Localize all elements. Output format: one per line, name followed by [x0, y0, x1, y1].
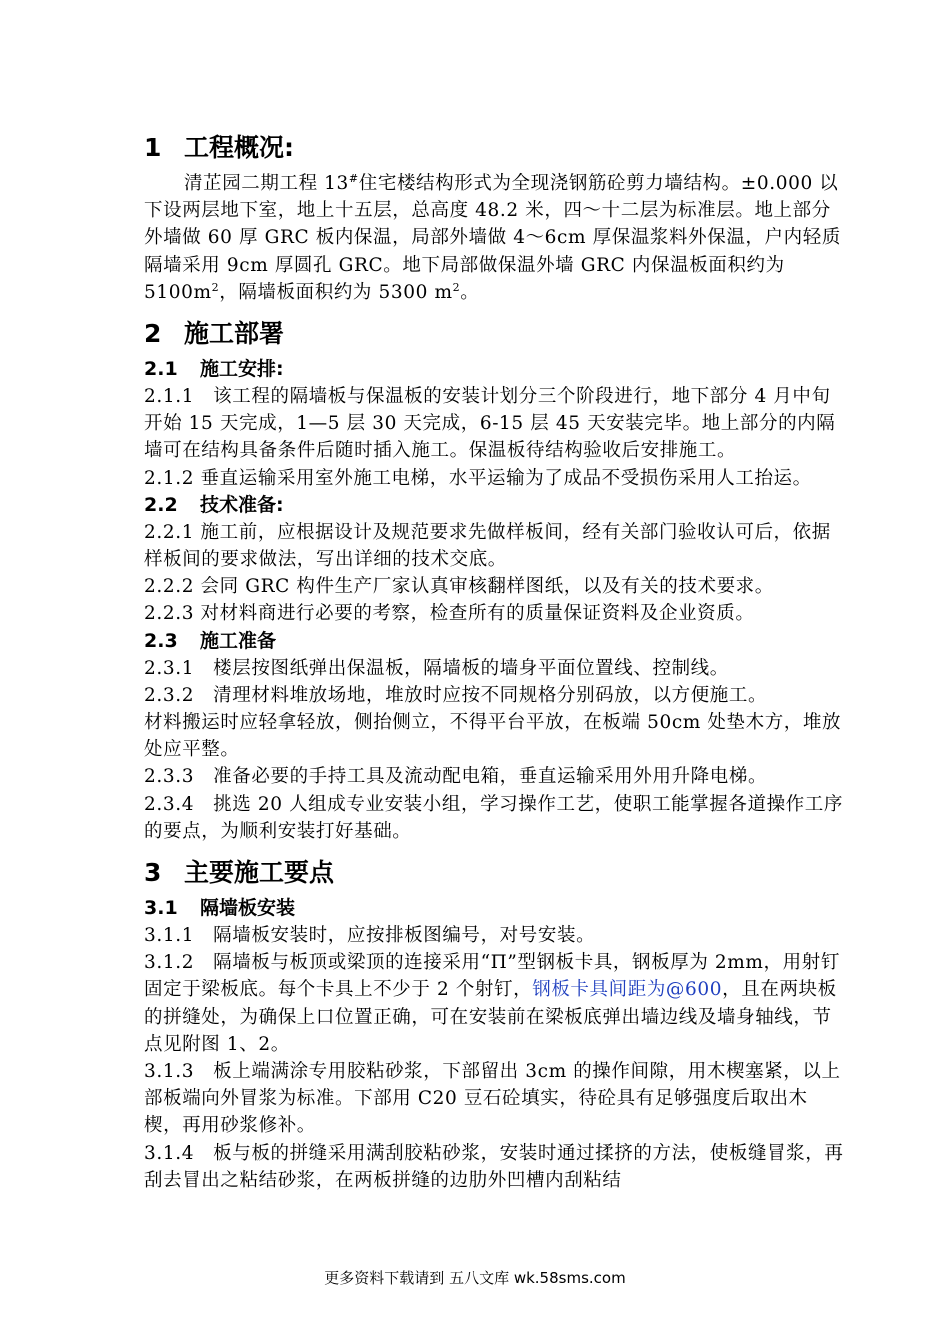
superscript: 2 [211, 280, 220, 294]
superscript: # [348, 171, 359, 185]
section-3-heading [144, 855, 844, 891]
paragraph-3-1-3: 3.1.3 板上端满涂专用胶粘砂浆，下部留出 3cm 的操作间隙，用木楔塞紧，以上部板端向外冒浆为标准。下部用 C20 豆石砼填实，待砼具有足够强度后取出木楔，再用砂浆修补。 [144, 1061, 841, 1137]
paragraph-2-3-4: 2.3.4 挑选 20 人组成专业安装小组，学习操作工艺，使职工能掌握各道操作工序的要点，为顺利安装打好基础。 [144, 793, 843, 842]
subsection-2-3-heading [144, 628, 844, 655]
document-page [144, 130, 844, 1194]
subsection-3-1-heading [144, 895, 844, 922]
section-1-heading [144, 130, 844, 166]
paragraph-3-1-1: 3.1.1 隔墙板安装时，应按排板图编号，对号安装。 [144, 925, 596, 947]
paragraph-2-2-3: 2.2.3 对材料商进行必要的考察，检查所有的质量保证资料及企业资质。 [144, 603, 755, 625]
subsection-title: 施工准备 [200, 629, 277, 652]
text-run: 住宅楼结构形式为全现浇钢筋砼剪力墙结构。±0.000 以下设两层地下室，地上十五层，总高度 48.2 米，四～十二层为标准层。地上部分外墙做 60 厚 GRC 板内保温，局部外墙做 4～6cm 厚保温浆料外保温，户内轻质隔墙采用 9cm 厚圆孔 GRC。地下局部做保温外墙 GRC 内保温板面积约为 5100m [144, 173, 841, 303]
section-number: 3 [144, 858, 162, 888]
subsection-number: 2.3 [144, 629, 178, 652]
paragraph-2-3-1: 2.3.1 楼层按图纸弹出保温板，隔墙板的墙身平面位置线、控制线。 [144, 657, 729, 679]
subsection-2-2-heading [144, 492, 844, 519]
text-run: 3.1.2 隔墙板与板顶或梁顶的连接采用“Π”型钢板卡具，钢板厚为 2mm，用射钉固定于梁板底。每个卡具上不少于 2 个射钉， [144, 952, 840, 1001]
section-title: 主要施工要点 [184, 858, 335, 888]
paragraph-2-2-2: 2.2.2 会同 GRC 构件生产厂家认真审核翻样图纸，以及有关的技术要求。 [144, 576, 774, 598]
subsection-2-1-heading [144, 356, 844, 383]
paragraph-2-3-2: 2.3.2 清理材料堆放场地，堆放时应按不同规格分别码放，以方便施工。 [144, 684, 768, 706]
page-footer: 更多资料下载请到 五八文库 wk.58sms.com [324, 1269, 626, 1287]
text-run: ，且在两块板的拼缝处，为确保上口位置正确，可在安装前在梁板底弹出墙边线及墙身轴线，节点见附图 1、2。 [144, 979, 837, 1055]
subsection-number: 2.2 [144, 493, 178, 516]
subsection-title: 隔墙板安装 [200, 897, 296, 920]
subsection-title: 技术准备: [200, 493, 284, 516]
subsection-number: 3.1 [144, 897, 178, 920]
paragraph-2-2-1: 2.2.1 施工前，应根据设计及规范要求先做样板间，经有关部门验收认可后，依据样板间的要求做法，写出详细的技术交底。 [144, 521, 831, 571]
subsection-number: 2.1 [144, 358, 178, 381]
paragraph-2-3-2-cont: 材料搬运时应轻拿轻放，侧抬侧立，不得平台平放，在板端 50cm 处垫木方，堆放处应平整。 [144, 712, 842, 761]
subsection-title: 施工安排: [200, 358, 284, 381]
section-number: 2 [144, 319, 162, 349]
paragraph-2-1-1: 2.1.1 该工程的隔墙板与保温板的安装计划分三个阶段进行，地下部分 4 月中旬开始 15 天完成，1—5 层 30 天完成，6-15 层 45 天安装完毕。地上部分的内隔墙可在结构具备条件后随时插入施工。保温板待结构验收后安排施工。 [144, 386, 836, 462]
paragraph-3-1-2 [144, 949, 844, 1058]
text-run: ，隔墙板面积约为 5300 m [219, 281, 453, 303]
section-title: 工程概况: [184, 133, 294, 162]
paragraph-3-1-4: 3.1.4 板与板的拼缝采用满刮胶粘砂浆，安装时通过揉挤的方法，使板缝冒浆，再刮去冒出之粘结砂浆，在两板拼缝的边肋外凹槽内刮粘结 [144, 1142, 844, 1191]
paragraph-2-1-2: 2.1.2 垂直运输采用室外施工电梯，水平运输为了成品不受损伤采用人工抬运。 [144, 467, 812, 489]
paragraph-2-3-3: 2.3.3 准备必要的手持工具及流动配电箱，垂直运输采用外用升降电梯。 [144, 766, 768, 788]
text-run: 清芷园二期工程 13 [184, 173, 349, 194]
section-2-heading [144, 316, 844, 352]
section-title: 施工部署 [184, 319, 285, 349]
overview-paragraph [144, 170, 844, 306]
superscript: 2 [452, 280, 461, 294]
section-number: 1 [144, 133, 162, 162]
text-run: 。 [460, 281, 480, 303]
highlighted-text: 钢板卡具间距为@600 [532, 979, 723, 1001]
